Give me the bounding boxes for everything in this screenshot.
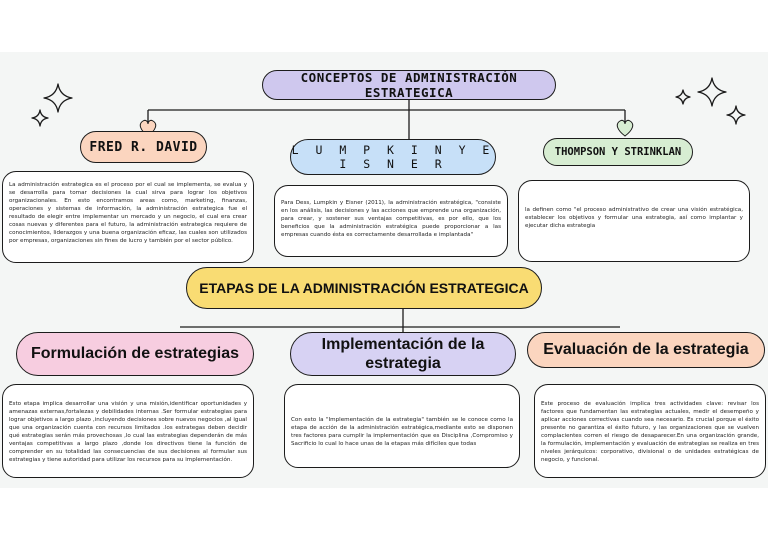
stage-implementacion: Implementación de la estrategia [290,332,516,376]
etapas-title: ETAPAS DE LA ADMINISTRACIÓN ESTRATEGICA [186,267,542,309]
heart-icon [617,120,632,136]
sparkle-star-icon [676,90,690,104]
lumpkin-eisner-definition: Para Dess, Lumpkin y Eisner (2011), la administración estratégica, "consiste en los análisis, las decisiones y las acciones que emprende una organización, para crear, y sostener sus ventajas competitivas, es por ello, que los beneficios que la administración estratégica puede proporcionar a las empresas cuando ésta es correctamente desarrollada e implantada" [274,185,508,257]
stage-evaluacion: Evaluación de la estrategia [527,332,765,368]
implementacion-description: Con esto la "Implementación de la estrategia" también se le conoce como la etapa de acción de la administración estratégica,mediante esto se disponen tres factores para cumplir la implementación que es Disciplina ,Compromiso y Sacrificio lo cual lo hace unas de la etapas más difíciles que todas [284,384,520,468]
main-title: CONCEPTOS DE ADMINISTRACIÓN ESTRATEGICA [262,70,556,100]
sparkle-star-icon [32,110,48,126]
evaluacion-description: Este proceso de evaluación implica tres actividades clave: revisar los factores que fundamentan las estrategias actuales, medir el desempeño y aplicar acciones correctivas cuando sea necesario. Es crucial porque el éxito presente no garantiza el éxito futuro, y las organizaciones que se vuelven complacientes corren el riesgo de desaparecer.En una organización grande, la formulación, implementación y evaluación de estrategias se realiza en tres niveles jerárquicos: corporativo, divisional o de unidades estratégicas de negocio, y funcional. [534,384,766,478]
fred-david-definition: La administración estrategica es el proceso por el cual se implementa, se evalua y se desarrolla para tomar decisiones la cual sirva para lograr los objetivos organizacionales. En esto encontramos areas como, marketing, finanzas, operaciones y sistemas de información, la administración estrategica fue el resultado de elegir entre implementar un mercado y un negocio, el cual era crear cosas nuevas y diferentes para el futuro, la administración estrategica requiere de conocimientos, liderazgos y una buena organización eficaz, las cuales son utilizados por empresas, organizaciones sin fines de lucro y también por el sector público. [2,171,254,263]
formulacion-description: Esto etapa implica desarrollar una visión y una misión,identificar oportunidades y amenazas externas,fortalezas y debilidades internas .Ser formular estrategias para lograr objetivos a largo plazo ,incluyendo decisiones sobre nuevos negocios ,al igual que una organización cuenta con recursos limitados .los estrategas deben decidir qué estrategias serán más provechosas ,lo cual las estrategias dependerán de más ventajas competitivas a largo plazo ,donde los directivos tiene la función de comprender en su totalidad las consecuencias de sus decisiones al formular sus estrategias y tiene autoridad para utilizar los recursos para su implementación. [2,384,254,478]
sparkle-star-icon [727,106,745,124]
author-thompson-strinklan: THOMPSON Y STRINKLAN [543,138,693,166]
thompson-strinklan-definition: la definen como "el proceso administrativo de crear una visión estratégica, establecer los objetivos y formular una estrategia, así como implantar y ejecutar dicha estrategia [518,180,750,262]
author-fred-david: FRED R. DAVID [80,131,207,163]
sparkle-star-icon [44,84,72,112]
sparkle-star-icon [698,78,726,106]
stage-formulacion: Formulación de estrategias [16,332,254,376]
author-lumpkin-eisner: L U M P K I N Y E I S N E R [290,139,496,175]
